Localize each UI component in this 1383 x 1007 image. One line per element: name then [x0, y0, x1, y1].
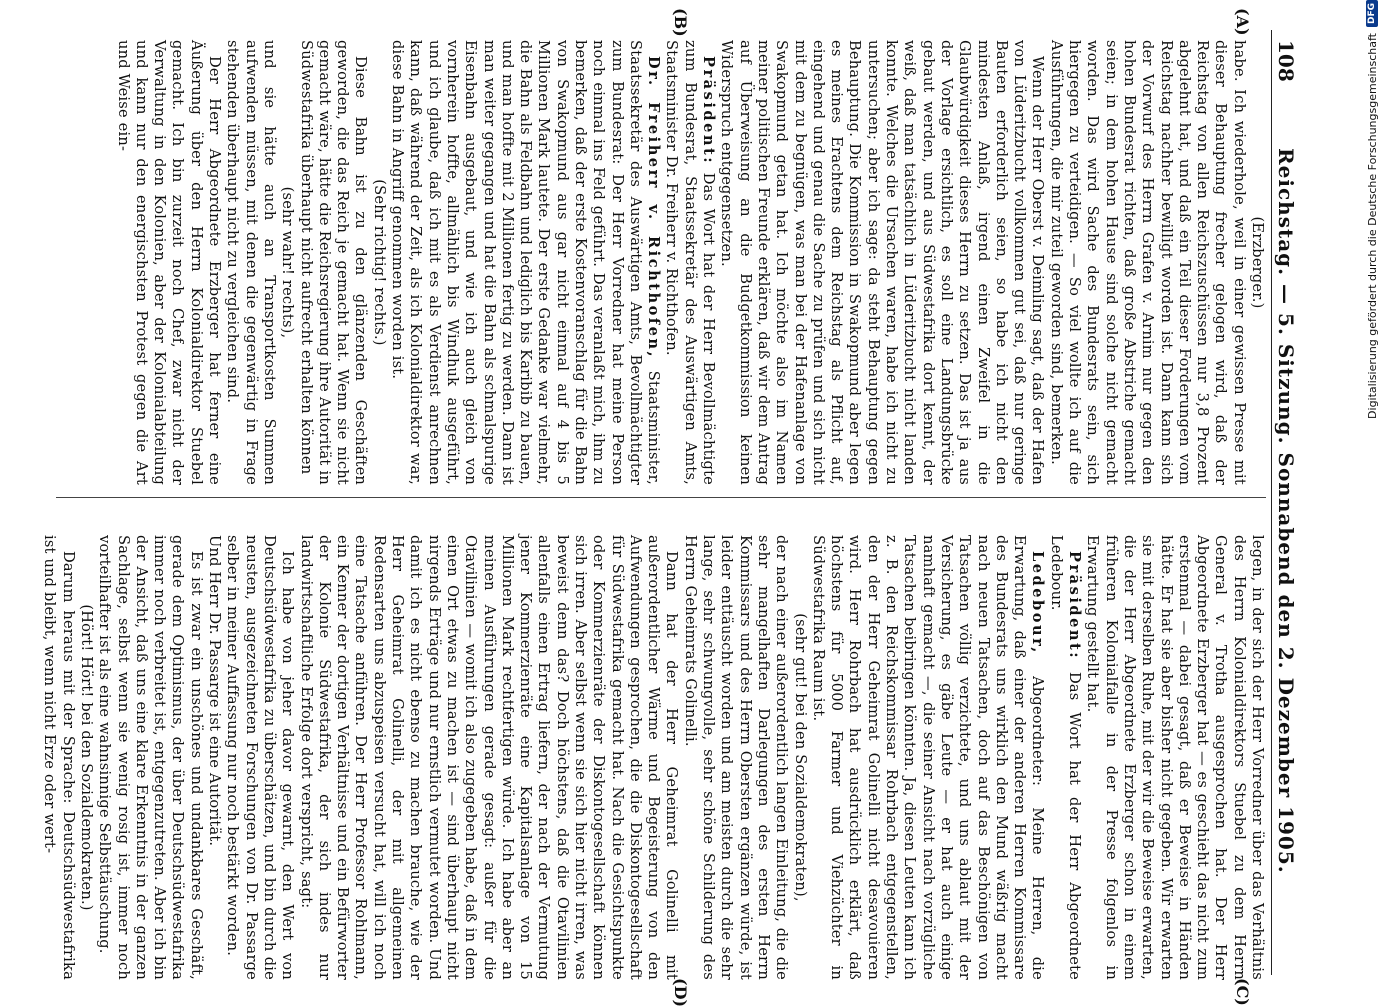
footer: [1362, 0, 1382, 1000]
paragraph: (Sehr richtig! rechts.): [370, 179, 388, 346]
paragraph: habe. Ich wiederhole, weil in einer gewissen Presse mit dieser Behauptung frecher gelogen wird, daß der Reichstag von allen Reichszuschüssen nur 3,8 Prozent abgelehnt hat, und daß ein Teil dieser Forderungen vom Reichstag nachher bewilligt worden ist. Dann kann sich der Vorwurf des Herrn Grafen v. Arnim nur gegen den hohen Bundesrat richten, daß große Abstriche gemacht seien; in dem hohen Hause sind solche nicht gemacht worden. Das wird Sache des Bundesrats sein, sich hiergegen zu verteidigen. — So viel wollte ich auf die Ausführungen, die mir zuteil geworden sind, bemerken.: [1047, 40, 1248, 485]
paragraph: [809, 535, 1047, 980]
paragraph: (Erzberger.): [1249, 216, 1266, 309]
paragraph: der nach einer außerordentlich langen Einleitung, die die sehr mangelhaften Darlegungen des ersten Herrn Kommissars und des Herrn Obersten ergänzen würde, ist leider enttäuscht worden und am meisten durch die sehr lange, sehr schwungvolle, sehr schöne Schilderung des Herrn Geheimrats Golinelli.: [681, 535, 791, 980]
header-rule: [1271, 30, 1272, 975]
page-title: Reichstag. — 5. Sitzung. Sonnabend den 2. Dezember 1905.: [1274, 148, 1298, 874]
page-header: [1274, 40, 1298, 970]
paragraph-text: Staatsminister, Staatssekretär des Auswärtigen Amts, Bevollmächtigter zum Bundesrat: Der Herr Vorredner hat meine Person noch einmal ins Feld geführt. Das veranlaßt mich, ihm zu bemerken, daß der erste Kostenvoranschlag für die Bahn von Swakopmund aus gar nicht einmal auf 4 bis 5 Millionen Mark lautete. Der erste Gedanke war vielmehr, die Bahn als Feldbahn und lediglich bis Karibib zu bauen, und man hoffte mit 2 Millionen fertig zu werden. Dann ist man weiter gegangen und hat die Bahn als schmalspurige Eisenbahn ausgebaut, und wie ich auch gleich von vornherein hoffte, allmählich bis Windhuk ausgeführt, und ich glaube, daß ich mit es als Verdienst anrechnen kann, daß während der Zeit, als ich Kolonialdirektor war, diese Bahn in Angriff genommen worden ist.: [389, 40, 663, 486]
margin-mark-d: (D): [671, 978, 690, 1007]
paragraph: und sie hätte auch an Transportkosten Summen aufwenden müssen, mit denen die gegenwärtig in Frage stehenden überhaupt nicht zu vergleichen sind.: [224, 40, 278, 485]
margin-mark-a: (A): [1233, 8, 1252, 36]
column-divider: [56, 497, 1266, 498]
paragraph-text: Das Wort hat der Herr Abgeordnete Ledebour.: [1047, 535, 1084, 980]
paragraph: Ich habe von jeher davor gewarnt, den Wert von Deutschsüdwestafrika zu überschätzen, und bin durch die neusten, ausgezeichneten Forschungen von Dr. Passarge selber in meiner Auffassung nur noch bestärkt worden.: [224, 535, 297, 980]
paragraph: legen, in der sich der Herr Vorredner über das Verhältnis des Herrn Kolonialdirektors Stuebel zu dem Herrn General v. Trotha ausgesprochen hat. Der Herr Abgeordnete Erzberger hat — es geschieht das nicht zum erstenmal — dabei gesagt, daß er Beweise in Händen hätte. Er hat sie aber bisher nicht gegeben. Wir erwarten sie mit derselben Ruhe, mit der wir die Beweise erwarten, die der Herr Abgeordnete Erzberger schon in einem früheren Kolonialfalle in der Presse folgenlos in Erwartung gestellt hat.: [1084, 535, 1266, 980]
left-column: [56, 40, 1266, 485]
paragraph-text: Das Wort hat der Herr Bevollmächtigte zum Bundesrat, Staatssekretär des Auswärtigen Amts, Staatsminister Dr. Freiherr v. Richthofen.: [663, 40, 718, 485]
paragraph: Wenn der Herr Oberst v. Deimling sagt, daß der Hafen von Lüderitzbucht vollkommen gut sei, daß nur geringe Bauten erforderlich seien, so habe ich nicht den mindesten Anlaß, irgend einen Zweifel in die Glaubwürdigkeit dieses Herrn zu setzen. Das ist ja aus der Vorlage ersichtlich, es soll eine Landungsbrücke gebaut werden, und aus Südwestafrika dort kennt, der weiß, daß man tatsächlich in Lüderitzbucht nicht landen konnte. Welches die Ursachen waren, habe ich nicht zu untersuchen; aber ich sage: da steht Behauptung gegen Behauptung. Die Kommission in Swakopmund aber legen es meines Erachtens dem Reichstag als Pflicht auf, eingehend und genau die Sache zu prüfen und sich nicht mit dem zu begnügen, was man bei der Hafenanlage von Swakopmund getan hat. Ich möchte also im Namen meiner politischen Freunde erklären, daß wir dem Antrag auf Überweisung an die Budgetkommission keinen Widerspruch entgegensetzen.: [718, 40, 1047, 485]
paragraph: (Hört! Hört! bei den Sozialdemokraten.): [78, 604, 95, 911]
paragraph: Und Herr Dr. Passarge ist eine Autorität.: [206, 535, 224, 847]
speaker-name: Ledebour,: [1029, 551, 1047, 655]
margin-mark-c: (C): [1233, 978, 1252, 1006]
speaker-name: Präsident:: [1066, 551, 1084, 661]
speaker-name: Dr. Freiherr v. Richthofen,: [645, 56, 663, 360]
paragraph: (sehr gut! bei den Sozialdemokraten),: [791, 613, 809, 902]
paragraph: [1046, 535, 1083, 980]
paragraph-text: Abgeordneter: Meine Herren, die Erwartung, daß einer der anderen Herren Kommissare des Bundesrats uns wirklich den Mund wäßrig macht nach neuen Tatsachen, doch auf das Beschönigen von Tatsachen völlig verzichtete, und uns ablaut mit der Versicherung, es gäbe Leute — er hat auch einige namhaft gemacht —, die seiner Ansicht nach vorzügliche Tatsachen beibringen könnten. Ja, diesen Leuten kann ich z. B. den Reichskommissar Rohrbach entgegenstellen, den der Herr Geheimrat Golinelli nicht desavouieren wird. Herr Rohrbach hat ausdrücklich erklärt, daß höchstens für 5000 Farmer und Viehzüchter in Südwestafrika Raum ist.: [809, 535, 1047, 980]
page-number: 108: [1274, 40, 1298, 82]
paragraph: Dann hat der Herr Geheimrat Golinelli mit außerordentlicher Wärme und Begeisterung von den Aufwendungen gesprochen, die die Diskontogesellschaft für Südwestafrika gemacht hat. Nach die Gesichtspunkte oder Kommerzienräte der Diskontogesellschaft können sich irren. Aber selbst wenn sie sich hier nicht irren, was beweist denn das? Doch höchstens, daß die Otavilinien allenfalls einen Ertrag liefern, der nach der Vermutung jener Kommerzienräte eine Kapitalsanlage von 15 Millionen Mark rechtfertigen würde. Ich habe aber an meinen Ausführungen gerade gesagt: außer für die Otavilinien — womit ich also zugegeben habe, daß in dem einen Ort etwas zu machen ist — sind überhaupt nicht nirgends Erträge und nur ernstlich vermutet worden. Und damit ich es nicht ebenso zu machen brauche, wie der Herr Geheimrat Golinelli, der mit allgemeinen Redensarten uns abzuspeisen versucht hat, will ich noch eine Tatsache anführen. Der Herr Professor Rohlmann, ein Kenner der dortigen Verhältnisse und ein Befürworter der Kolonie Südwestafrika, der sich indes nur landwirtschaftliche Erfolge dort verspricht, sagt:: [297, 535, 681, 980]
paragraph: [662, 40, 717, 485]
paragraph: Darum heraus mit der Sprache: Deutschsüdwestafrika ist und bleibt, wenn nicht Erze oder wert-: [41, 535, 77, 980]
paragraph: [388, 40, 662, 485]
margin-mark-b: (B): [671, 8, 690, 37]
speaker-name: Präsident:: [700, 56, 718, 166]
paragraph: Diese Bahn ist zu den glänzenden Geschäften geworden, die das Reich je gemacht hat. Wenn sie nicht gemacht wäre, hätte die Reichsregierung ihre Autorität in Südwestafrika überhaupt nicht aufrecht erhalten können: [297, 40, 370, 485]
dfg-logo: DFG: [1366, 0, 1378, 27]
right-column: [41, 535, 1266, 980]
paragraph: Es ist zwar ein unschönes und undankbares Geschäft, gerade dem Optimismus, der über Deutschsüdwestafrika immer noch verbreitet ist, entgegenzutreten. Aber ich bin der Ansicht, daß uns eine klare Erkenntnis in der ganzen Sachlage, selbst wenn sie wenig rosig ist, immer noch vorteilhafter ist als eine wahnsinnige Selbsttäuschung.: [96, 535, 205, 980]
paragraph: Der Herr Abgeordnete Erzberger hat ferner eine Äußerung über den Herrn Kolonialdirektor Stuebel gemacht. Ich bin zurzeit noch Chef, zwar nicht der Verwaltung in den Kolonien, aber der Kolonialabteilung und kann nur den energischsten Protest gegen die Art und Weise ein-: [114, 40, 224, 485]
dfg-credit-text: Digitalisierung gefördert durch die Deutsche Forschungsgemeinschaft: [1365, 33, 1379, 419]
paragraph: (sehr wahr! rechts),: [279, 186, 297, 339]
